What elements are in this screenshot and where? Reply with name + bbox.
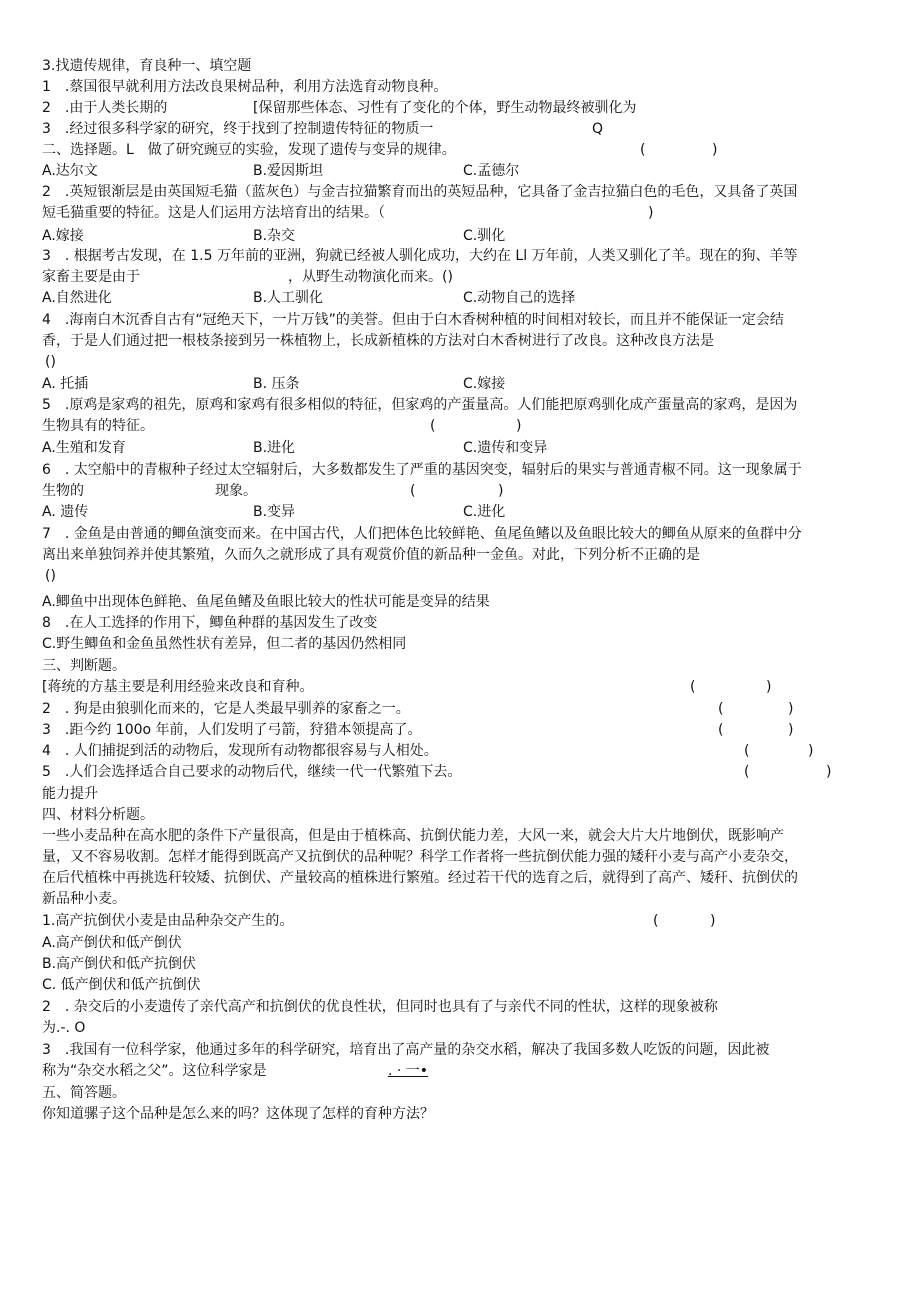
answer-paren-close: ) <box>788 722 794 738</box>
judge-q1: [蒋统的方基主要是利用经验来改良和育种。 <box>42 679 314 695</box>
option: B.变异 <box>253 504 296 520</box>
option: C.嫁接 <box>463 376 506 392</box>
answer-paren-close: ) <box>808 743 814 759</box>
choice-q5-line2: 生物具有的特征。 <box>42 418 154 434</box>
material-line: 量，又不容易收割。怎样才能得到既高产又抗倒伏的品种呢？科学工作者将一些抗倒伏能力强的矮秆小麦与高产小麦杂交， <box>42 849 798 865</box>
answer-paren-close: ) <box>710 913 716 929</box>
answer-paren-close: ) <box>826 764 832 780</box>
answer-paren-open: ( <box>690 679 696 695</box>
fill-q2-part2: [保留那些体态、习性有了变化的个体，野生动物最终被驯化为 <box>253 100 637 116</box>
choice-q2-line2: 短毛猫重要的特征。这是人们运用方法培育出的结果。（ <box>42 205 385 221</box>
short-answer-q1: 你知道骡子这个品种是怎么来的吗？这体现了怎样的育种方法？ <box>42 1106 434 1122</box>
option: B.杂交 <box>253 228 296 244</box>
judge-q2: 2 . 狗是由狼驯化而来的，它是人类最早驯养的家畜之一。 <box>42 701 410 717</box>
answer-paren: () <box>45 354 56 370</box>
option: B.高产倒伏和低产抗倒伏 <box>42 956 197 972</box>
section-judge: 三、判断题。 <box>42 658 126 674</box>
choice-q7-line2: 离出来单独饲养并使其繁殖，久而久之就形成了具有观赏价值的新品种一金鱼。对此，下列分析不正确的是 <box>42 547 700 563</box>
option: A.生殖和发育 <box>42 440 126 456</box>
answer-paren-open: ( <box>744 764 750 780</box>
option: C.动物自己的选择 <box>463 290 576 306</box>
choice-q6-line2b: 现象。 <box>215 483 257 499</box>
option: C.进化 <box>463 504 506 520</box>
answer-paren-close: ) <box>766 679 772 695</box>
answer-paren-open: ( <box>640 142 646 158</box>
ability-heading: 能力提升 <box>42 786 98 802</box>
section-material: 四、材料分析题。 <box>42 807 154 823</box>
option: A.自然进化 <box>42 290 112 306</box>
choice-q3-line2b: ，从野生动物演化而来。() <box>288 269 453 285</box>
option: A.高产倒伏和低产倒伏 <box>42 935 182 951</box>
choice-q5-line1: 5 .原鸡是家鸡的祖先，原鸡和家鸡有很多相似的特征，但家鸡的产蛋量高。人们能把原鸡驯化成产蛋量高的家鸡，是因为 <box>42 397 798 413</box>
choice-q2-line1: 2 .英短银渐层是由英国短毛猫（蓝灰色）与金吉拉猫繁育而出的英短品种，它具备了金吉拉猫白色的毛色，又具备了英国 <box>42 184 798 200</box>
choice-q4-line2: 香，于是人们通过把一根枝条接到另一株植物上，长成新植株的方法对白木香树进行了改良。这种改良方法是 <box>42 333 714 349</box>
choice-q4-line1: 4 .海南白木沉香自古有“冠绝天下，一片万钱”的美誉。但由于白木香树种植的时间相对较长，而且并不能保证一定会结 <box>42 312 784 328</box>
material-q2-line2: 为.-. O <box>42 1020 86 1036</box>
material-line: 一些小麦品种在高水肥的条件下产量很高，但是由于植株高、抗倒伏能力差，大风一来，就会大片大片地倒伏，既影响产 <box>42 828 784 844</box>
section-choice-q1: 二、选择题。L 做了研究豌豆的实验，发现了遗传与变异的规律。 <box>42 142 456 158</box>
option: C.孟德尔 <box>463 163 520 179</box>
material-q1: 1.高产抗倒伏小麦是由品种杂交产生的。 <box>42 913 294 929</box>
answer-paren: () <box>45 568 56 584</box>
choice-q3-line2a: 家畜主要是由于 <box>42 269 140 285</box>
option: C. 低产倒伏和低产抗倒伏 <box>42 977 201 993</box>
material-q3-line1: 3 .我国有一位科学家，他通过多年的科学研究，培育出了高产量的杂交水稻，解决了我国多数人吃饭的问题，因此被 <box>42 1042 770 1058</box>
option: A.嫁接 <box>42 228 84 244</box>
answer-paren-close: ) <box>516 418 522 434</box>
answer-paren-open: ( <box>430 418 436 434</box>
fill-q2-part1: 2 .由于人类长期的 <box>42 100 168 116</box>
option: B.进化 <box>253 440 296 456</box>
option: C.驯化 <box>463 228 506 244</box>
section-title: 3.找遗传规律，育良种一、填空题 <box>42 58 252 74</box>
option: C.遗传和变异 <box>463 440 548 456</box>
option: C.野生鲫鱼和金鱼虽然性状有差异，但二者的基因仍然相同 <box>42 636 407 652</box>
answer-paren-open: ( <box>653 913 659 929</box>
material-line: 新品种小麦。 <box>42 891 126 907</box>
fill-q3: 3 .经过很多科学家的研究，终于找到了控制遗传特征的物质一 <box>42 121 434 137</box>
option: A.鲫鱼中出现体色鲜艳、鱼尾鱼鳍及鱼眼比较大的性状可能是变异的结果 <box>42 594 490 610</box>
answer-paren-close: ) <box>498 483 504 499</box>
fill-q3-mark: Q <box>592 121 604 137</box>
judge-q4: 4 . 人们捕捉到活的动物后，发现所有动物都很容易与人相处。 <box>42 743 438 759</box>
option: A. 遗传 <box>42 504 89 520</box>
choice-q7-line1: 7 . 金鱼是由普通的鲫鱼演变而来。在中国古代，人们把体色比较鲜艳、鱼尾鱼鳍以及鱼眼比较大的鲫鱼从原来的鱼群中分 <box>42 526 802 542</box>
option: B.爱因斯坦 <box>253 163 324 179</box>
option: A.达尔文 <box>42 163 98 179</box>
choice-q6-line1: 6 . 太空船中的青椒种子经过太空辐射后，大多数都发生了严重的基因突变，辐射后的果实与普通青椒不同。这一现象属于 <box>42 462 802 478</box>
answer-paren-open: ( <box>718 722 724 738</box>
answer-paren-close: ) <box>788 701 794 717</box>
judge-q5: 5 .人们会选择适合自己要求的动物后代，继续一代一代繁殖下去。 <box>42 764 462 780</box>
option: B.人工驯化 <box>253 290 324 306</box>
material-q2-line1: 2 . 杂交后的小麦遗传了亲代高产和抗倒伏的优良性状，但同时也具有了与亲代不同的性状，这样的现象被称 <box>42 999 718 1015</box>
answer-paren-close: ) <box>648 205 654 221</box>
section-short-answer: 五、简答题。 <box>42 1085 126 1101</box>
answer-paren-close: ) <box>712 142 718 158</box>
judge-q3: 3 .距今约 100o 年前，人们发明了弓箭，狩猎本领提高了。 <box>42 722 422 738</box>
answer-paren-open: ( <box>718 701 724 717</box>
material-q3-blank: . · 一• <box>388 1063 429 1079</box>
material-q3-line2a: 称为“杂交水稻之父”。这位科学家是 <box>42 1063 267 1079</box>
answer-paren-open: ( <box>410 483 416 499</box>
choice-q3-line1: 3 . 根据考古发现，在 1.5 万年前的亚洲，狗就已经被人驯化成功，大约在 Ll 万年前，人类又驯化了羊。现在的狗、羊等 <box>42 248 798 264</box>
answer-paren-open: ( <box>744 743 750 759</box>
fill-q1: 1 .蔡国很早就利用方法改良果树品种，利用方法选育动物良种。 <box>42 79 448 95</box>
choice-q6-line2a: 生物的 <box>42 483 84 499</box>
option: B. 压条 <box>253 376 300 392</box>
option: 8 .在人工选择的作用下，鲫鱼种群的基因发生了改变 <box>42 615 378 631</box>
material-line: 在后代植株中再挑选秆较矮、抗倒伏、产量较高的植株进行繁殖。经过若干代的选育之后，就得到了高产、矮秆、抗倒伏的 <box>42 870 798 886</box>
option: A. 托插 <box>42 376 89 392</box>
